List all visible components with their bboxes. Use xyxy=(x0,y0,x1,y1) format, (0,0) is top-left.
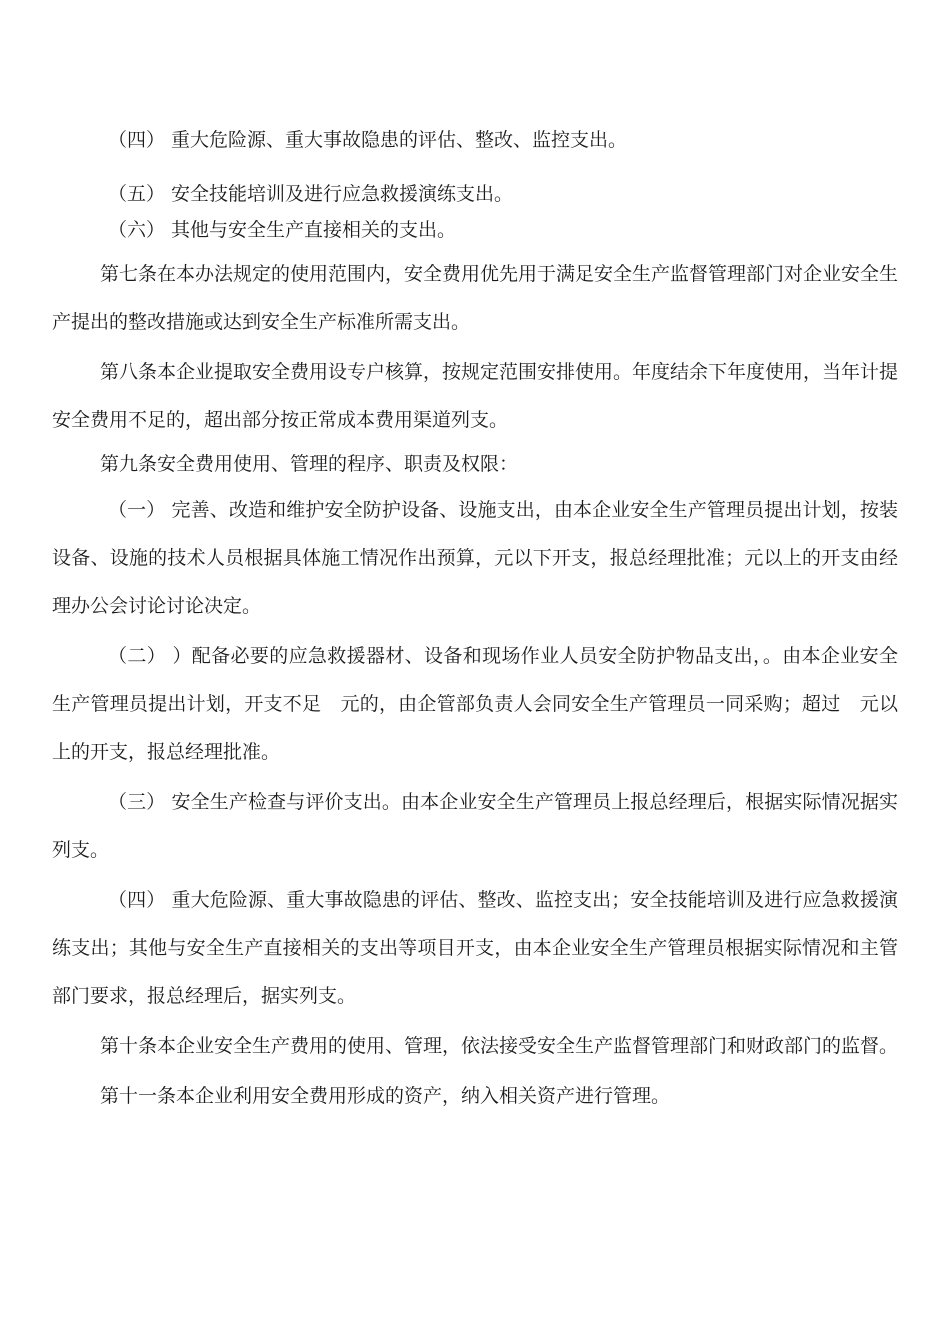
paragraph-article-11: 第十一条本企业利用安全费用形成的资产，纳入相关资产进行管理。 xyxy=(100,1085,671,1107)
paragraph-article-8: 第八条本企业提取安全费用设专户核算，按规定范围安排使用。年度结余下年度使用，当年计提安全费用不足的，超出部分按正常成本费用渠道列支。 xyxy=(52,361,899,431)
paragraph-item-4: （四） 重大危险源、重大事故隐患的评估、整改、监控支出。 xyxy=(108,129,628,151)
paragraph-article-9-item-3: （三） 安全生产检查与评价支出。由本企业安全生产管理员上报总经理后，根据实际情况据实列支。 xyxy=(52,791,898,861)
paragraph-article-9-item-4: （四） 重大危险源、重大事故隐患的评估、整改、监控支出；安全技能培训及进行应急救援演练支出；其他与安全生产直接相关的支出等项目开支，由本企业安全生产管理员根据实际情况和主管部门要求，报总经理后，据实列支。 xyxy=(52,889,898,1007)
paragraph-article-9-item-1: （一） 完善、改造和维护安全防护设备、设施支出，由本企业安全生产管理员提出计划，按装设备、设施的技术人员根据具体施工情况作出预算，元以下开支，报总经理批准；元以上的开支由经理办公会讨论讨论决定。 xyxy=(52,499,898,617)
paragraph-item-5: （五） 安全技能培训及进行应急救援演练支出。 xyxy=(108,183,514,205)
paragraph-article-9: 第九条安全费用使用、管理的程序、职责及权限： xyxy=(100,453,519,475)
paragraph-article-7: 第七条在本办法规定的使用范围内，安全费用优先用于满足安全生产监督管理部门对企业安全生产提出的整改措施或达到安全生产标准所需支出。 xyxy=(52,263,899,333)
paragraph-article-10: 第十条本企业安全生产费用的使用、管理，依法接受安全生产监督管理部门和财政部门的监督。 xyxy=(100,1035,899,1057)
document-page xyxy=(52,116,898,1120)
paragraph-article-9-item-2: （二） ）配备必要的应急救援器材、设备和现场作业人员安全防护物品支出，。由本企业安全生产管理员提出计划，开支不足 元的，由企管部负责人会同安全生产管理员一同采购；超过 元以上的开支，报总经理批准。 xyxy=(52,645,898,763)
paragraph-item-6: （六） 其他与安全生产直接相关的支出。 xyxy=(108,219,457,241)
